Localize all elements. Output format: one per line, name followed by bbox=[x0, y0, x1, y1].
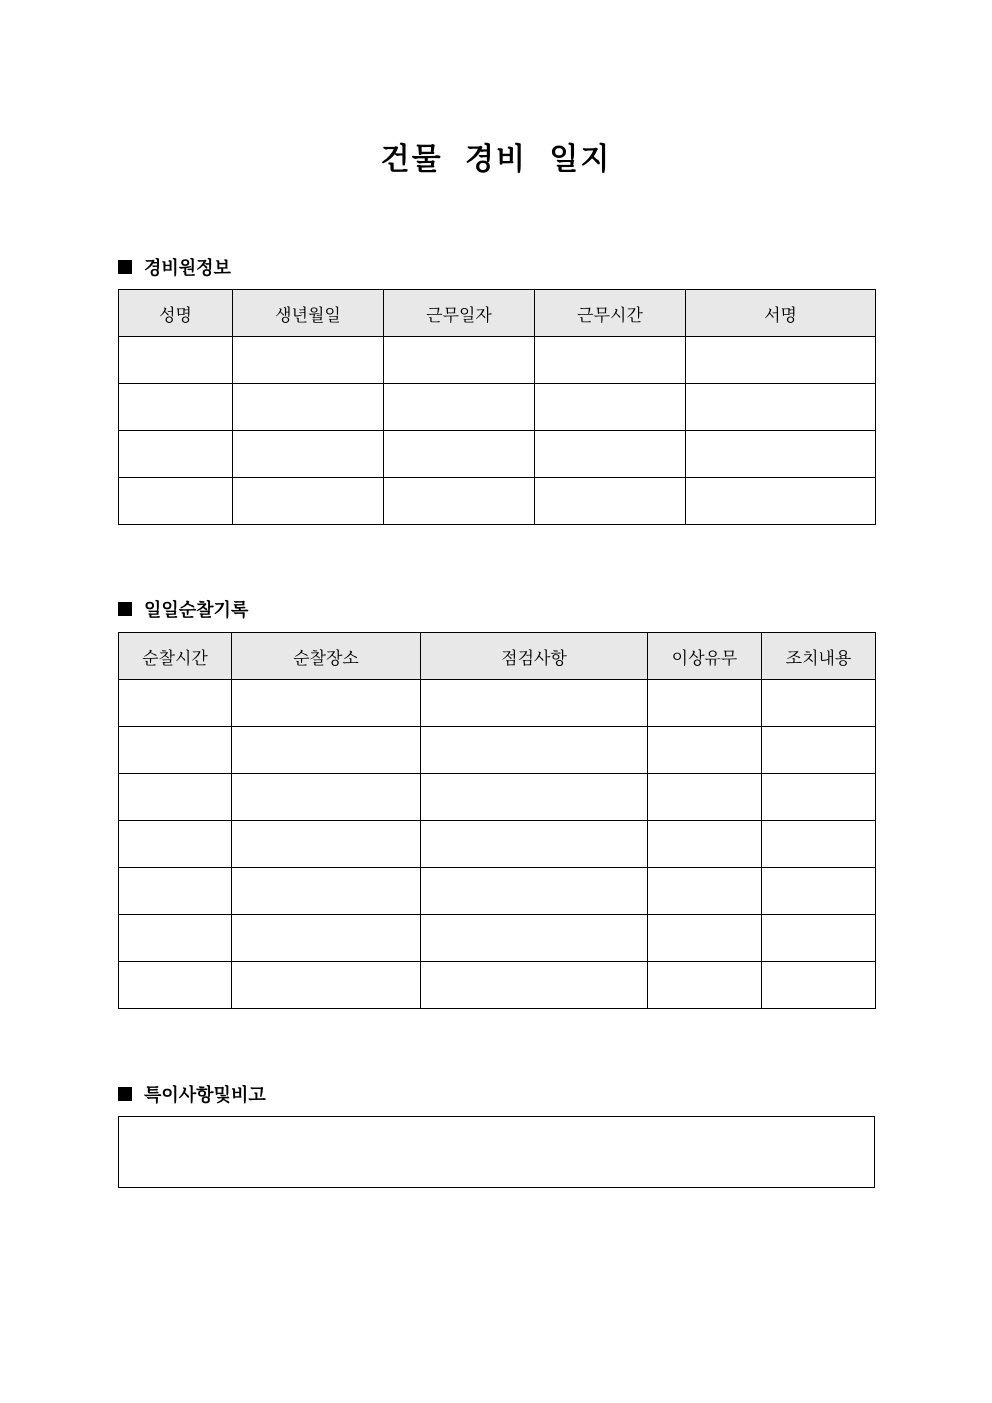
table-cell[interactable] bbox=[119, 868, 232, 915]
notes-heading bbox=[118, 1081, 266, 1107]
table-cell[interactable] bbox=[384, 478, 535, 525]
table-cell[interactable] bbox=[232, 680, 421, 727]
table-cell[interactable] bbox=[119, 727, 232, 774]
col-header-work-date: 근무일자 bbox=[384, 290, 535, 337]
table-cell[interactable] bbox=[384, 384, 535, 431]
table-cell[interactable] bbox=[686, 384, 876, 431]
table-cell[interactable] bbox=[535, 384, 686, 431]
table-row bbox=[119, 337, 876, 384]
patrol-header-row bbox=[119, 633, 876, 680]
col-header-name: 성명 bbox=[119, 290, 233, 337]
table-cell[interactable] bbox=[232, 821, 421, 868]
table-cell[interactable] bbox=[384, 337, 535, 384]
table-cell[interactable] bbox=[119, 821, 232, 868]
table-cell[interactable] bbox=[233, 384, 384, 431]
guard-info-header-row bbox=[119, 290, 876, 337]
table-cell[interactable] bbox=[421, 915, 648, 962]
table-cell[interactable] bbox=[232, 915, 421, 962]
table-cell[interactable] bbox=[648, 821, 762, 868]
table-cell[interactable] bbox=[232, 868, 421, 915]
guard-info-heading bbox=[118, 254, 231, 280]
table-cell[interactable] bbox=[648, 868, 762, 915]
table-cell[interactable] bbox=[233, 478, 384, 525]
table-cell[interactable] bbox=[535, 431, 686, 478]
notes-box[interactable] bbox=[118, 1116, 875, 1188]
table-cell[interactable] bbox=[648, 727, 762, 774]
guard-info-heading-label: 경비원정보 bbox=[144, 258, 231, 279]
table-cell[interactable] bbox=[232, 727, 421, 774]
table-row bbox=[119, 915, 876, 962]
table-cell[interactable] bbox=[762, 680, 876, 727]
table-cell[interactable] bbox=[535, 337, 686, 384]
patrol-heading-label: 일일순찰기록 bbox=[144, 600, 249, 621]
col-header-action-taken: 조치내용 bbox=[762, 633, 876, 680]
table-cell[interactable] bbox=[233, 337, 384, 384]
col-header-inspection-item: 점검사항 bbox=[421, 633, 648, 680]
table-cell[interactable] bbox=[421, 821, 648, 868]
table-row bbox=[119, 962, 876, 1009]
patrol-table bbox=[118, 632, 876, 1009]
table-cell[interactable] bbox=[233, 431, 384, 478]
table-cell[interactable] bbox=[535, 478, 686, 525]
table-row bbox=[119, 431, 876, 478]
table-cell[interactable] bbox=[762, 915, 876, 962]
table-cell[interactable] bbox=[762, 774, 876, 821]
table-cell[interactable] bbox=[119, 915, 232, 962]
table-cell[interactable] bbox=[686, 337, 876, 384]
table-cell[interactable] bbox=[119, 478, 233, 525]
table-cell[interactable] bbox=[421, 727, 648, 774]
table-cell[interactable] bbox=[232, 962, 421, 1009]
col-header-birthdate: 생년월일 bbox=[233, 290, 384, 337]
table-row bbox=[119, 478, 876, 525]
notes-heading-label: 특이사항및비고 bbox=[144, 1085, 266, 1106]
table-row bbox=[119, 384, 876, 431]
table-cell[interactable] bbox=[686, 431, 876, 478]
table-cell[interactable] bbox=[762, 868, 876, 915]
table-cell[interactable] bbox=[232, 774, 421, 821]
square-bullet-icon bbox=[118, 602, 132, 616]
table-cell[interactable] bbox=[762, 727, 876, 774]
table-cell[interactable] bbox=[384, 431, 535, 478]
table-row bbox=[119, 774, 876, 821]
table-cell[interactable] bbox=[686, 478, 876, 525]
table-cell[interactable] bbox=[119, 384, 233, 431]
table-cell[interactable] bbox=[762, 962, 876, 1009]
guard-info-table bbox=[118, 289, 876, 525]
table-cell[interactable] bbox=[119, 680, 232, 727]
table-row bbox=[119, 868, 876, 915]
table-cell[interactable] bbox=[762, 821, 876, 868]
table-cell[interactable] bbox=[119, 431, 233, 478]
table-cell[interactable] bbox=[421, 962, 648, 1009]
table-cell[interactable] bbox=[648, 774, 762, 821]
square-bullet-icon bbox=[118, 260, 132, 274]
col-header-patrol-location: 순찰장소 bbox=[232, 633, 421, 680]
table-cell[interactable] bbox=[421, 774, 648, 821]
table-cell[interactable] bbox=[119, 337, 233, 384]
col-header-abnormality: 이상유무 bbox=[648, 633, 762, 680]
table-cell[interactable] bbox=[119, 962, 232, 1009]
table-cell[interactable] bbox=[648, 680, 762, 727]
table-cell[interactable] bbox=[648, 962, 762, 1009]
table-cell[interactable] bbox=[119, 774, 232, 821]
col-header-signature: 서명 bbox=[686, 290, 876, 337]
table-row bbox=[119, 821, 876, 868]
table-row bbox=[119, 727, 876, 774]
table-row bbox=[119, 680, 876, 727]
col-header-work-hours: 근무시간 bbox=[535, 290, 686, 337]
page-title: 건물 경비 일지 bbox=[380, 142, 612, 177]
col-header-patrol-time: 순찰시간 bbox=[119, 633, 232, 680]
square-bullet-icon bbox=[118, 1087, 132, 1101]
table-cell[interactable] bbox=[421, 680, 648, 727]
table-cell[interactable] bbox=[421, 868, 648, 915]
table-cell[interactable] bbox=[648, 915, 762, 962]
patrol-heading bbox=[118, 596, 248, 622]
